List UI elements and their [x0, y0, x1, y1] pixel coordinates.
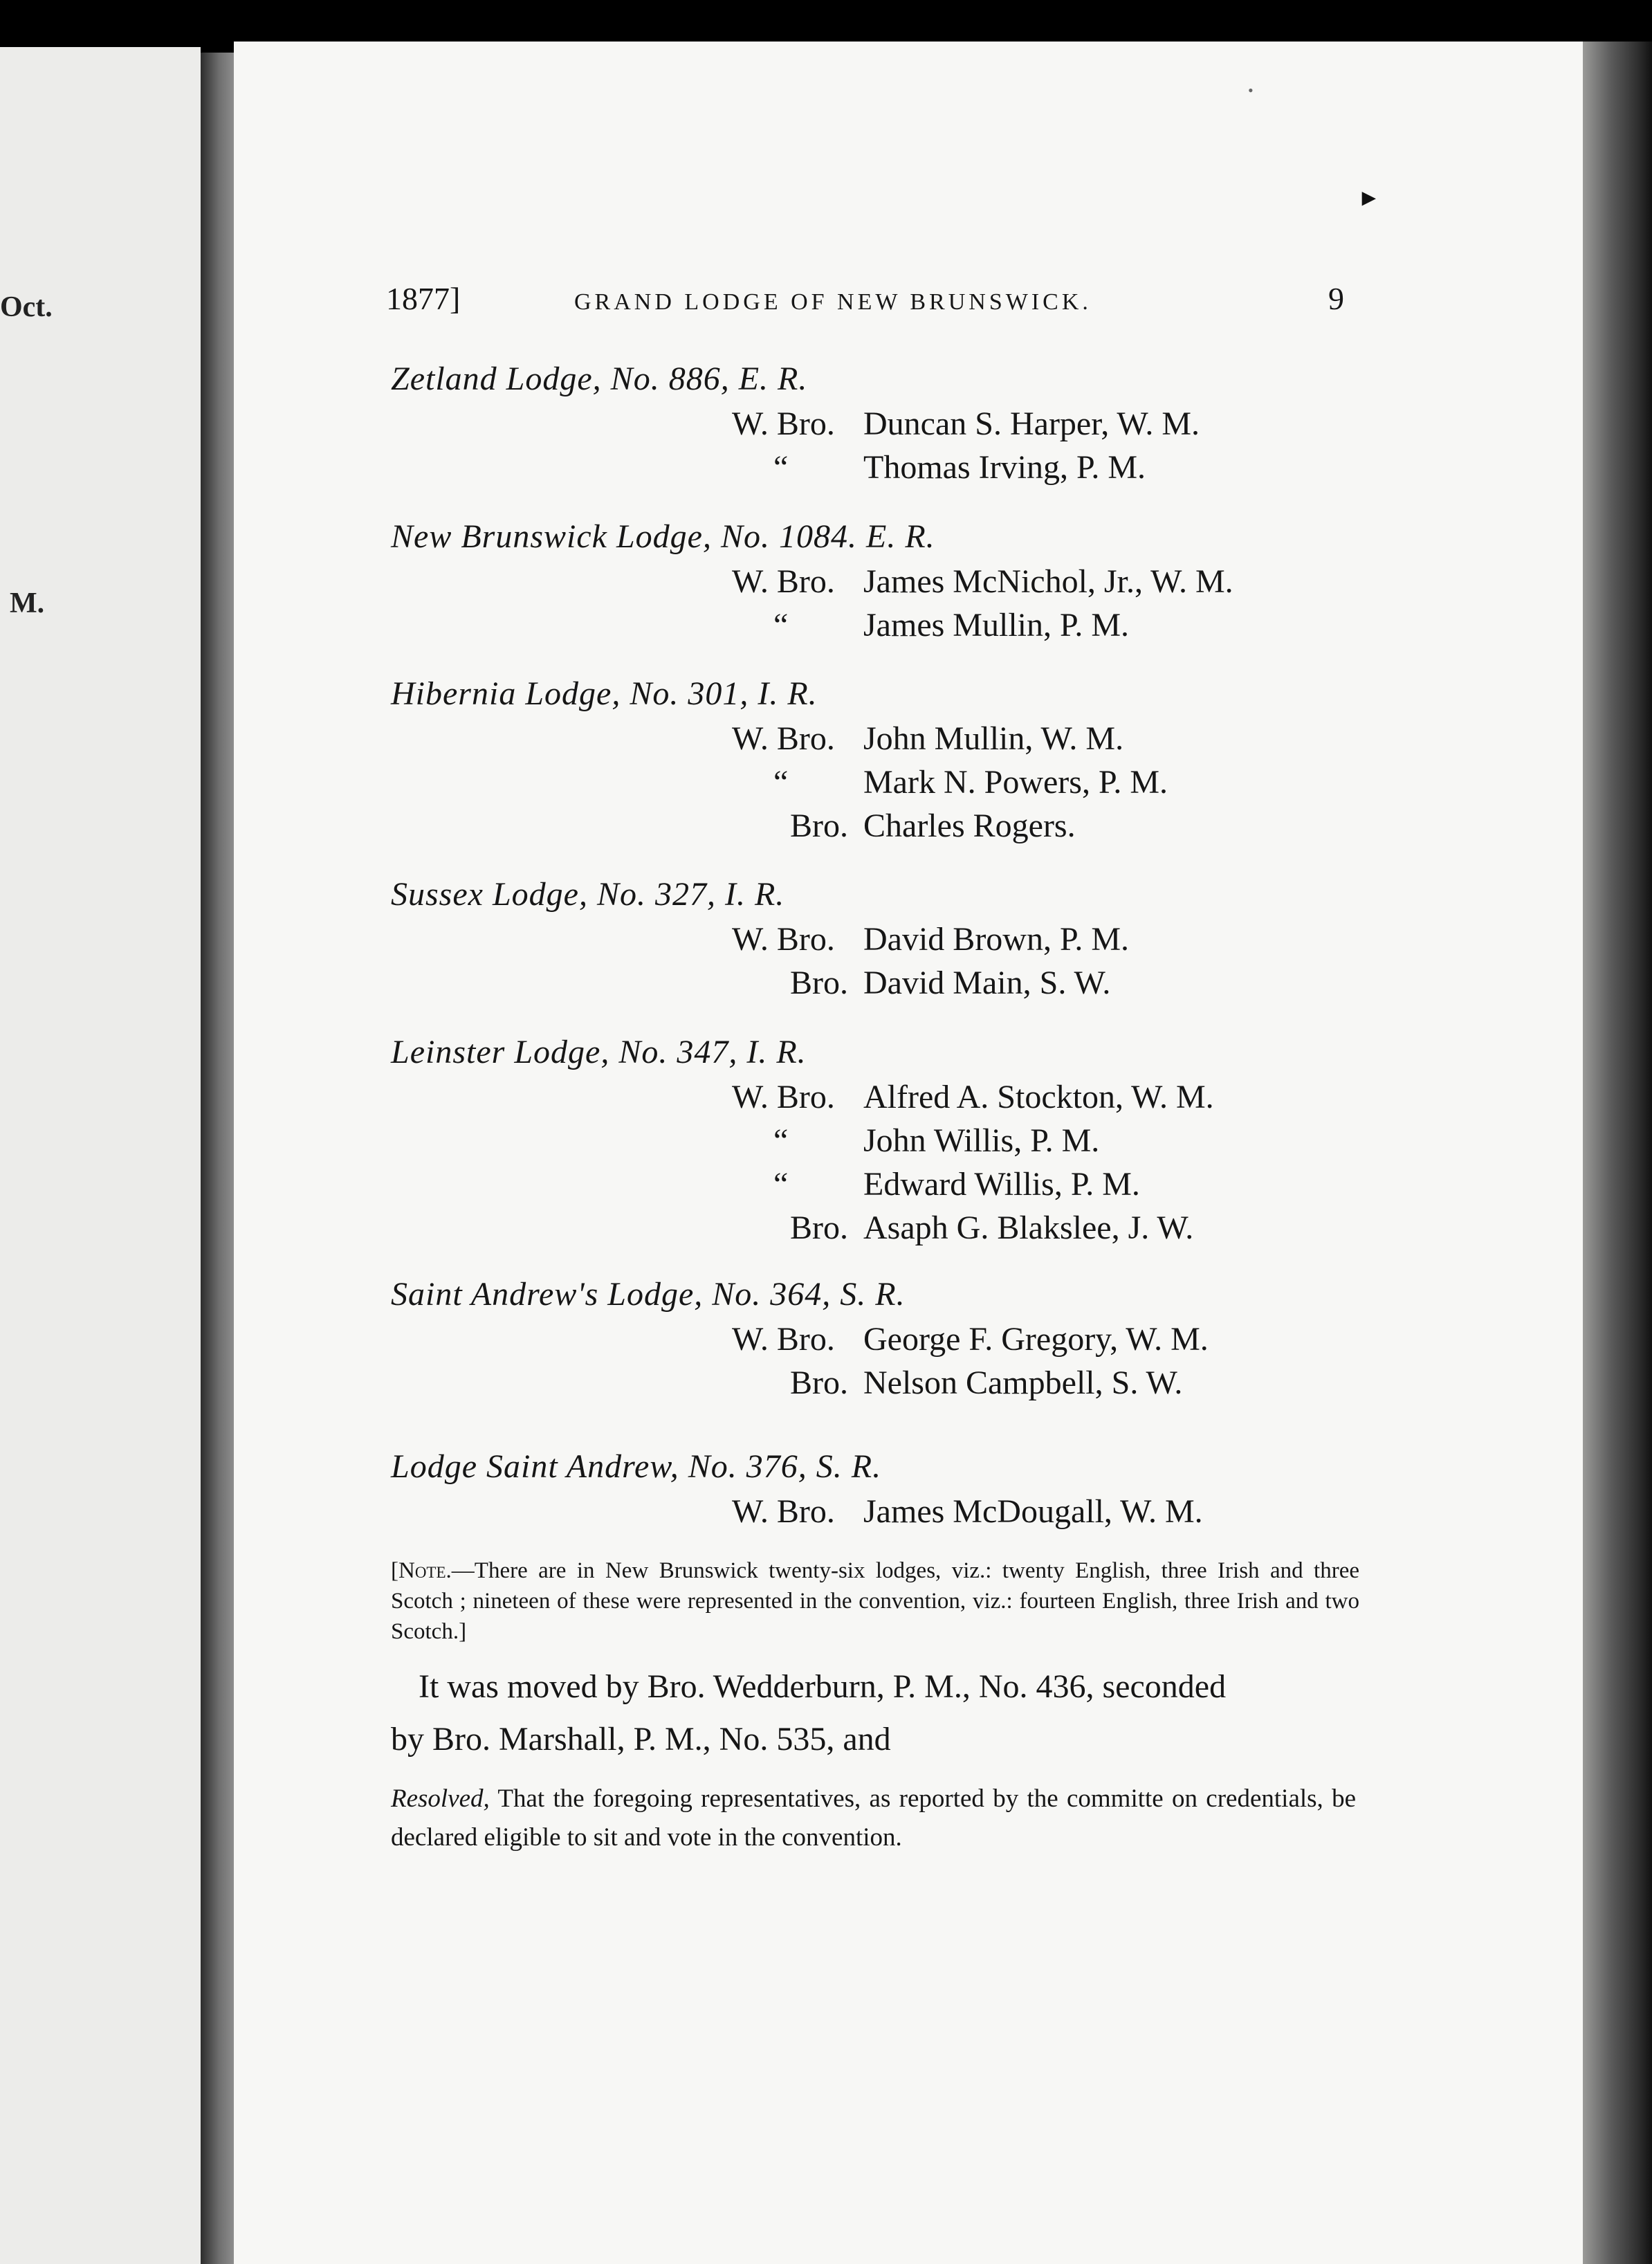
page-edge-shadow — [1583, 42, 1652, 2264]
member-prefix: Bro. — [790, 807, 848, 844]
note-label: [Note. — [391, 1558, 452, 1583]
speck-mark: • — [1248, 82, 1254, 99]
lodge-heading: Lodge Saint Andrew, No. 376, S. R. — [391, 1448, 882, 1485]
member-prefix: W. Bro. — [732, 921, 835, 958]
member-name: David Main, S. W. — [863, 965, 1111, 1001]
resolution-text: That the foregoing representatives, as reported by the committe on credentials, be declared eligible to sit and vote in the convention. — [391, 1784, 1356, 1852]
resolution-label: Resolved, — [391, 1784, 490, 1813]
motion-line-1: It was moved by Bro. Wedderburn, P. M., No. 436, seconded — [419, 1668, 1227, 1705]
member-prefix: W. Bro. — [732, 1079, 835, 1115]
member-prefix: W. Bro. — [732, 1493, 835, 1530]
member-prefix: W. Bro. — [732, 720, 835, 757]
member-prefix: “ — [773, 449, 789, 486]
previous-page-text-oct: Oct. — [0, 291, 53, 323]
page-number: 9 — [1328, 281, 1344, 316]
lodge-heading: Saint Andrew's Lodge, No. 364, S. R. — [391, 1276, 906, 1313]
member-name: James Mullin, P. M. — [863, 607, 1130, 643]
member-name: Mark N. Powers, P. M. — [863, 764, 1168, 801]
header-year: 1877] — [386, 281, 461, 316]
lodge-heading: New Brunswick Lodge, No. 1084. E. R. — [391, 518, 935, 555]
member-name: Thomas Irving, P. M. — [863, 449, 1146, 486]
member-name: Duncan S. Harper, W. M. — [863, 405, 1200, 442]
lodge-heading: Hibernia Lodge, No. 301, I. R. — [391, 675, 818, 712]
member-prefix: “ — [773, 1166, 789, 1203]
member-prefix: Bro. — [790, 1364, 848, 1401]
member-prefix: Bro. — [790, 965, 848, 1001]
member-name: John Willis, P. M. — [863, 1122, 1100, 1159]
motion-line-2: by Bro. Marshall, P. M., No. 535, and — [391, 1721, 891, 1758]
header-title: GRAND LODGE OF NEW BRUNSWICK. — [574, 289, 1092, 315]
lodge-heading: Sussex Lodge, No. 327, I. R. — [391, 876, 785, 913]
member-name: John Mullin, W. M. — [863, 720, 1124, 757]
member-name: Edward Willis, P. M. — [863, 1166, 1140, 1203]
member-prefix: “ — [773, 1122, 789, 1159]
member-prefix: W. Bro. — [732, 1321, 835, 1358]
lodge-heading: Leinster Lodge, No. 347, I. R. — [391, 1034, 807, 1070]
member-name: Asaph G. Blakslee, J. W. — [863, 1209, 1194, 1246]
member-prefix: “ — [773, 607, 789, 643]
book-spine-shadow — [201, 53, 234, 2264]
member-name: James McDougall, W. M. — [863, 1493, 1203, 1530]
member-name: Charles Rogers. — [863, 807, 1076, 844]
member-prefix: “ — [773, 764, 789, 801]
member-name: David Brown, P. M. — [863, 921, 1130, 958]
member-prefix: W. Bro. — [732, 563, 835, 600]
arrow-mark: ► — [1357, 185, 1381, 211]
member-prefix: Bro. — [790, 1209, 848, 1246]
member-name: George F. Gregory, W. M. — [863, 1321, 1209, 1358]
member-name: Nelson Campbell, S. W. — [863, 1364, 1183, 1401]
note-text: —There are in New Brunswick twenty-six lodges, viz.: twenty English, three Irish and three Scotch ; nineteen of these were represented in the convention, viz.: fourteen English, three Irish and two Scotch.] — [391, 1558, 1359, 1644]
member-name: Alfred A. Stockton, W. M. — [863, 1079, 1214, 1115]
previous-page-fragment — [0, 47, 201, 2264]
member-prefix: W. Bro. — [732, 405, 835, 442]
member-name: James McNichol, Jr., W. M. — [863, 563, 1233, 600]
resolution-paragraph — [391, 1780, 1356, 1857]
note-paragraph — [391, 1555, 1359, 1647]
lodge-heading: Zetland Lodge, No. 886, E. R. — [391, 360, 808, 397]
previous-page-text-m: M. — [10, 587, 45, 619]
